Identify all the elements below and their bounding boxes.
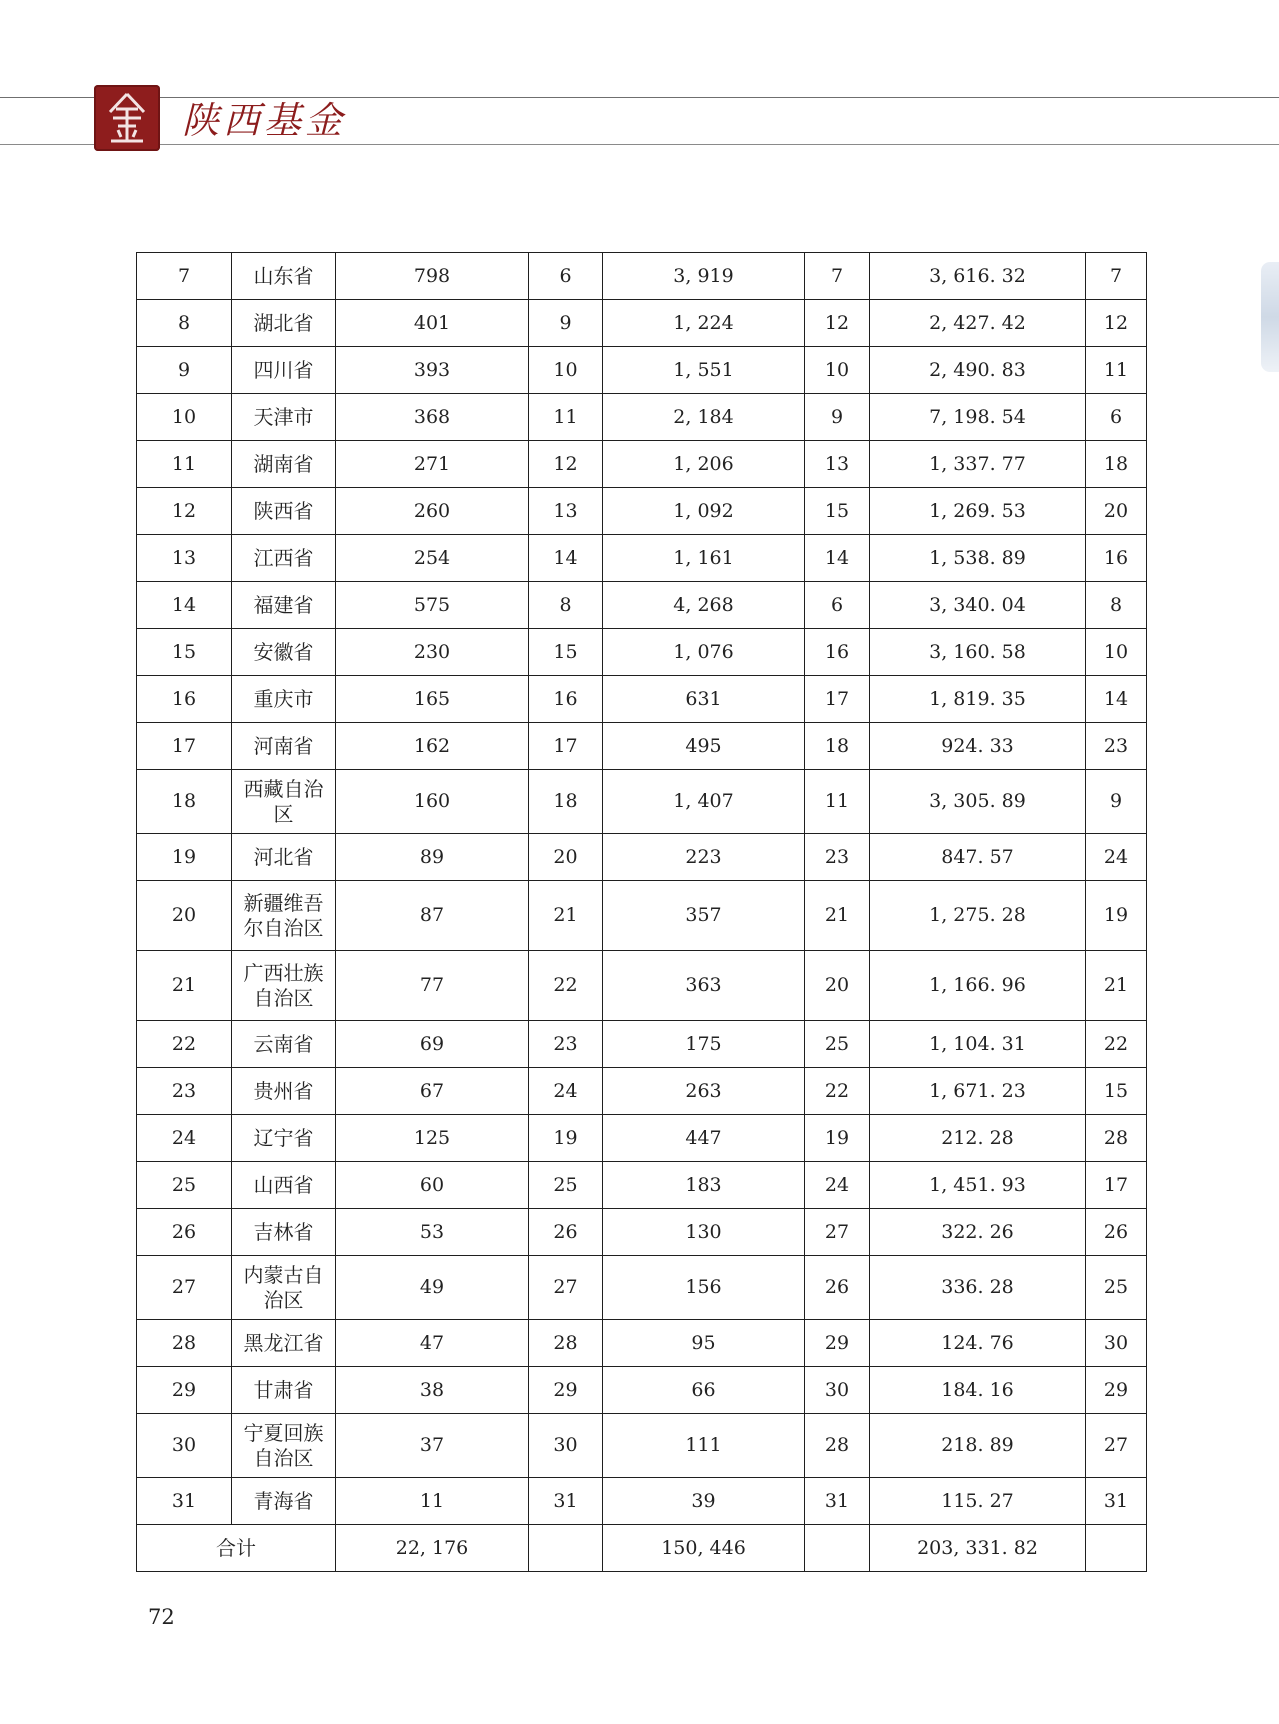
count-value: 87 (336, 881, 529, 951)
funding-rank: 23 (1086, 723, 1147, 770)
count-value: 11 (336, 1478, 529, 1525)
amount-rank: 20 (805, 951, 870, 1021)
logo (94, 85, 160, 151)
funding-value: 218. 89 (870, 1414, 1086, 1478)
funding-value: 3, 616. 32 (870, 253, 1086, 300)
funding-rank: 9 (1086, 770, 1147, 834)
count-rank: 10 (529, 347, 603, 394)
region-name: 吉林省 (232, 1209, 336, 1256)
table-row (137, 881, 1147, 951)
count-value: 230 (336, 629, 529, 676)
table-row (137, 1115, 1147, 1162)
table-row (137, 347, 1147, 394)
table-row (137, 1068, 1147, 1115)
count-rank: 26 (529, 1209, 603, 1256)
amount-value: 1, 551 (603, 347, 805, 394)
amount-value: 39 (603, 1478, 805, 1525)
count-value: 798 (336, 253, 529, 300)
amount-rank: 16 (805, 629, 870, 676)
funding-rank: 30 (1086, 1320, 1147, 1367)
funding-rank: 19 (1086, 881, 1147, 951)
region-name: 河南省 (232, 723, 336, 770)
row-rank: 19 (137, 834, 232, 881)
amount-rank: 28 (805, 1414, 870, 1478)
row-rank: 31 (137, 1478, 232, 1525)
count-value: 37 (336, 1414, 529, 1478)
region-name: 江西省 (232, 535, 336, 582)
row-rank: 7 (137, 253, 232, 300)
funding-rank: 21 (1086, 951, 1147, 1021)
region-name: 广西壮族自治区 (232, 951, 336, 1021)
count-value: 49 (336, 1256, 529, 1320)
amount-value: 631 (603, 676, 805, 723)
funding-rank: 27 (1086, 1414, 1147, 1478)
funding-value: 924. 33 (870, 723, 1086, 770)
region-name: 西藏自治区 (232, 770, 336, 834)
amount-value: 447 (603, 1115, 805, 1162)
funding-value: 124. 76 (870, 1320, 1086, 1367)
funding-rank: 7 (1086, 253, 1147, 300)
region-name: 黑龙江省 (232, 1320, 336, 1367)
total-blank-3 (1086, 1525, 1147, 1572)
count-rank: 9 (529, 300, 603, 347)
funding-value: 212. 28 (870, 1115, 1086, 1162)
brand-title: 陕西基金 (182, 99, 346, 142)
count-rank: 30 (529, 1414, 603, 1478)
row-rank: 24 (137, 1115, 232, 1162)
count-rank: 19 (529, 1115, 603, 1162)
funding-value: 1, 337. 77 (870, 441, 1086, 488)
funding-rank: 12 (1086, 300, 1147, 347)
table-row (137, 1021, 1147, 1068)
count-rank: 12 (529, 441, 603, 488)
funding-value: 3, 160. 58 (870, 629, 1086, 676)
amount-value: 1, 407 (603, 770, 805, 834)
table-row (137, 1478, 1147, 1525)
header-rule-top (0, 97, 94, 98)
count-value: 271 (336, 441, 529, 488)
funding-rank: 17 (1086, 1162, 1147, 1209)
count-value: 53 (336, 1209, 529, 1256)
logo-mark (94, 85, 160, 151)
row-rank: 13 (137, 535, 232, 582)
table-row (137, 676, 1147, 723)
total-row (137, 1525, 1147, 1572)
count-rank: 25 (529, 1162, 603, 1209)
region-name: 湖北省 (232, 300, 336, 347)
table-row (137, 1414, 1147, 1478)
region-name: 云南省 (232, 1021, 336, 1068)
funding-rank: 20 (1086, 488, 1147, 535)
amount-rank: 11 (805, 770, 870, 834)
count-value: 60 (336, 1162, 529, 1209)
amount-value: 175 (603, 1021, 805, 1068)
funding-value: 1, 269. 53 (870, 488, 1086, 535)
region-name: 重庆市 (232, 676, 336, 723)
row-rank: 12 (137, 488, 232, 535)
amount-rank: 15 (805, 488, 870, 535)
count-value: 260 (336, 488, 529, 535)
amount-value: 357 (603, 881, 805, 951)
funding-value: 1, 104. 31 (870, 1021, 1086, 1068)
funding-value: 1, 275. 28 (870, 881, 1086, 951)
funding-value: 184. 16 (870, 1367, 1086, 1414)
funding-rank: 29 (1086, 1367, 1147, 1414)
header-rule-top-right (160, 97, 1279, 98)
page-number: 72 (148, 1605, 175, 1629)
funding-value: 115. 27 (870, 1478, 1086, 1525)
funding-rank: 22 (1086, 1021, 1147, 1068)
region-name: 青海省 (232, 1478, 336, 1525)
count-rank: 20 (529, 834, 603, 881)
amount-value: 1, 076 (603, 629, 805, 676)
count-rank: 21 (529, 881, 603, 951)
count-rank: 31 (529, 1478, 603, 1525)
funding-rank: 14 (1086, 676, 1147, 723)
table-row (137, 629, 1147, 676)
amount-rank: 10 (805, 347, 870, 394)
edge-decoration (1261, 262, 1279, 372)
count-value: 67 (336, 1068, 529, 1115)
count-rank: 23 (529, 1021, 603, 1068)
amount-rank: 23 (805, 834, 870, 881)
funding-value: 2, 490. 83 (870, 347, 1086, 394)
region-name: 陕西省 (232, 488, 336, 535)
amount-value: 156 (603, 1256, 805, 1320)
region-name: 宁夏回族自治区 (232, 1414, 336, 1478)
count-rank: 14 (529, 535, 603, 582)
row-rank: 10 (137, 394, 232, 441)
amount-value: 2, 184 (603, 394, 805, 441)
region-name: 天津市 (232, 394, 336, 441)
amount-rank: 22 (805, 1068, 870, 1115)
table-row (137, 834, 1147, 881)
amount-rank: 18 (805, 723, 870, 770)
funding-rank: 16 (1086, 535, 1147, 582)
total-count: 22, 176 (336, 1525, 529, 1572)
funding-rank: 15 (1086, 1068, 1147, 1115)
count-value: 165 (336, 676, 529, 723)
row-rank: 8 (137, 300, 232, 347)
amount-value: 495 (603, 723, 805, 770)
table-row (137, 951, 1147, 1021)
count-rank: 24 (529, 1068, 603, 1115)
table-row (137, 1162, 1147, 1209)
funding-rank: 24 (1086, 834, 1147, 881)
amount-rank: 19 (805, 1115, 870, 1162)
row-rank: 16 (137, 676, 232, 723)
table-row (137, 770, 1147, 834)
row-rank: 30 (137, 1414, 232, 1478)
amount-rank: 21 (805, 881, 870, 951)
count-value: 69 (336, 1021, 529, 1068)
funding-rank: 28 (1086, 1115, 1147, 1162)
funding-value: 1, 166. 96 (870, 951, 1086, 1021)
funding-rank: 25 (1086, 1256, 1147, 1320)
row-rank: 14 (137, 582, 232, 629)
count-value: 77 (336, 951, 529, 1021)
count-rank: 13 (529, 488, 603, 535)
table-row (137, 1256, 1147, 1320)
row-rank: 15 (137, 629, 232, 676)
funding-value: 2, 427. 42 (870, 300, 1086, 347)
count-value: 47 (336, 1320, 529, 1367)
count-rank: 16 (529, 676, 603, 723)
count-rank: 8 (529, 582, 603, 629)
amount-rank: 13 (805, 441, 870, 488)
table-row (137, 1320, 1147, 1367)
amount-rank: 24 (805, 1162, 870, 1209)
funding-rank: 31 (1086, 1478, 1147, 1525)
funding-rank: 10 (1086, 629, 1147, 676)
table-row (137, 300, 1147, 347)
row-rank: 17 (137, 723, 232, 770)
total-funding: 203, 331. 82 (870, 1525, 1086, 1572)
amount-rank: 9 (805, 394, 870, 441)
count-value: 401 (336, 300, 529, 347)
count-rank: 11 (529, 394, 603, 441)
count-rank: 6 (529, 253, 603, 300)
table-row (137, 535, 1147, 582)
row-rank: 9 (137, 347, 232, 394)
table-row (137, 723, 1147, 770)
data-table (136, 252, 1147, 1572)
row-rank: 29 (137, 1367, 232, 1414)
region-name: 甘肃省 (232, 1367, 336, 1414)
amount-rank: 30 (805, 1367, 870, 1414)
table-row (137, 1209, 1147, 1256)
row-rank: 18 (137, 770, 232, 834)
amount-value: 95 (603, 1320, 805, 1367)
row-rank: 11 (137, 441, 232, 488)
row-rank: 22 (137, 1021, 232, 1068)
amount-rank: 17 (805, 676, 870, 723)
amount-rank: 26 (805, 1256, 870, 1320)
amount-value: 1, 092 (603, 488, 805, 535)
row-rank: 28 (137, 1320, 232, 1367)
total-blank-2 (805, 1525, 870, 1572)
region-name: 湖南省 (232, 441, 336, 488)
amount-value: 1, 161 (603, 535, 805, 582)
funding-rank: 11 (1086, 347, 1147, 394)
count-rank: 27 (529, 1256, 603, 1320)
region-name: 福建省 (232, 582, 336, 629)
funding-value: 1, 538. 89 (870, 535, 1086, 582)
amount-rank: 6 (805, 582, 870, 629)
row-rank: 25 (137, 1162, 232, 1209)
amount-value: 223 (603, 834, 805, 881)
count-rank: 17 (529, 723, 603, 770)
region-name: 四川省 (232, 347, 336, 394)
count-rank: 28 (529, 1320, 603, 1367)
region-name: 贵州省 (232, 1068, 336, 1115)
table-row (137, 441, 1147, 488)
table-row (137, 488, 1147, 535)
table-row (137, 582, 1147, 629)
total-amount: 150, 446 (603, 1525, 805, 1572)
funding-rank: 26 (1086, 1209, 1147, 1256)
amount-value: 263 (603, 1068, 805, 1115)
table-row (137, 1367, 1147, 1414)
count-value: 368 (336, 394, 529, 441)
count-value: 393 (336, 347, 529, 394)
funding-rank: 8 (1086, 582, 1147, 629)
funding-value: 3, 340. 04 (870, 582, 1086, 629)
amount-rank: 7 (805, 253, 870, 300)
row-rank: 23 (137, 1068, 232, 1115)
total-blank-1 (529, 1525, 603, 1572)
region-name: 内蒙古自治区 (232, 1256, 336, 1320)
amount-value: 111 (603, 1414, 805, 1478)
amount-value: 1, 224 (603, 300, 805, 347)
funding-value: 847. 57 (870, 834, 1086, 881)
funding-value: 1, 451. 93 (870, 1162, 1086, 1209)
count-value: 575 (336, 582, 529, 629)
amount-rank: 27 (805, 1209, 870, 1256)
amount-rank: 25 (805, 1021, 870, 1068)
region-name: 辽宁省 (232, 1115, 336, 1162)
count-value: 254 (336, 535, 529, 582)
amount-value: 183 (603, 1162, 805, 1209)
region-name: 山西省 (232, 1162, 336, 1209)
row-rank: 26 (137, 1209, 232, 1256)
total-label: 合计 (137, 1525, 336, 1572)
count-value: 125 (336, 1115, 529, 1162)
amount-value: 4, 268 (603, 582, 805, 629)
amount-value: 363 (603, 951, 805, 1021)
funding-rank: 18 (1086, 441, 1147, 488)
funding-rank: 6 (1086, 394, 1147, 441)
amount-value: 66 (603, 1367, 805, 1414)
row-rank: 21 (137, 951, 232, 1021)
region-name: 安徽省 (232, 629, 336, 676)
count-rank: 22 (529, 951, 603, 1021)
count-value: 89 (336, 834, 529, 881)
count-value: 38 (336, 1367, 529, 1414)
funding-value: 7, 198. 54 (870, 394, 1086, 441)
funding-value: 3, 305. 89 (870, 770, 1086, 834)
row-rank: 27 (137, 1256, 232, 1320)
amount-value: 1, 206 (603, 441, 805, 488)
amount-rank: 29 (805, 1320, 870, 1367)
amount-value: 3, 919 (603, 253, 805, 300)
header-rule-bottom (0, 144, 1279, 145)
funding-value: 1, 819. 35 (870, 676, 1086, 723)
amount-rank: 14 (805, 535, 870, 582)
region-name: 河北省 (232, 834, 336, 881)
table-row (137, 253, 1147, 300)
count-value: 162 (336, 723, 529, 770)
region-name: 新疆维吾尔自治区 (232, 881, 336, 951)
funding-value: 322. 26 (870, 1209, 1086, 1256)
row-rank: 20 (137, 881, 232, 951)
count-value: 160 (336, 770, 529, 834)
region-name: 山东省 (232, 253, 336, 300)
amount-rank: 12 (805, 300, 870, 347)
amount-rank: 31 (805, 1478, 870, 1525)
amount-value: 130 (603, 1209, 805, 1256)
funding-value: 336. 28 (870, 1256, 1086, 1320)
table-row (137, 394, 1147, 441)
funding-value: 1, 671. 23 (870, 1068, 1086, 1115)
count-rank: 29 (529, 1367, 603, 1414)
count-rank: 15 (529, 629, 603, 676)
count-rank: 18 (529, 770, 603, 834)
